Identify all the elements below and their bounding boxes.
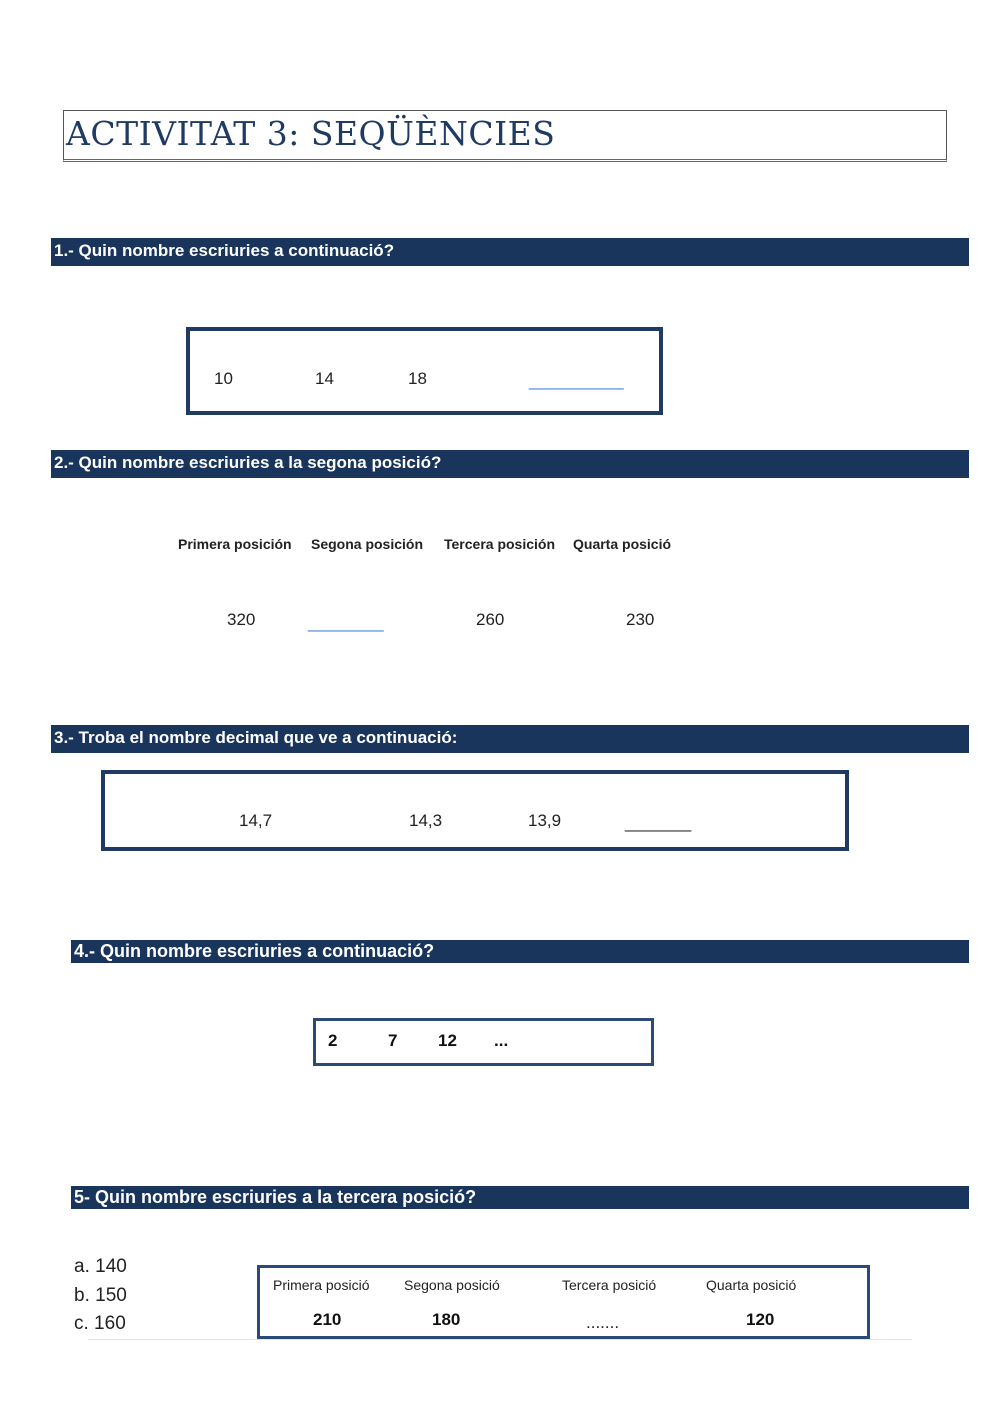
q3-number-1: 14,7 bbox=[239, 811, 273, 830]
q5-label-fourth: Quarta posició bbox=[706, 1277, 797, 1293]
q1-number-3: 18 bbox=[408, 369, 427, 388]
q2-label-third: Tercera posición bbox=[444, 536, 556, 552]
q2-label-fourth: Quarta posició bbox=[573, 536, 672, 552]
q5-value-fourth: 120 bbox=[746, 1310, 775, 1329]
q2-value-fourth: 230 bbox=[626, 610, 655, 629]
q5-value-first: 210 bbox=[313, 1310, 342, 1329]
q5-option-b[interactable]: b. 150 bbox=[74, 1285, 127, 1306]
question-5-heading: 5- Quin nombre escriuries a la tercera posició? bbox=[71, 1186, 969, 1209]
q1-number-2: 14 bbox=[315, 369, 334, 388]
q2-label-second: Segona posición bbox=[311, 536, 424, 552]
page-title: ACTIVITAT 3: SEQÜÈNCIES bbox=[66, 114, 556, 153]
bottom-divider bbox=[88, 1339, 912, 1340]
question-3-box bbox=[101, 770, 849, 851]
q5-option-a[interactable]: a. 140 bbox=[74, 1256, 127, 1277]
q5-value-second: 180 bbox=[432, 1310, 461, 1329]
q1-answer-blank[interactable]: __________ bbox=[529, 371, 624, 390]
question-2-heading: 2.- Quin nombre escriuries a la segona posició? bbox=[51, 450, 969, 478]
q4-number-1: 2 bbox=[328, 1031, 338, 1050]
q5-label-second: Segona posició bbox=[404, 1277, 500, 1293]
q5-option-c[interactable]: c. 160 bbox=[74, 1313, 126, 1334]
question-3-heading: 3.- Troba el nombre decimal que ve a continuació: bbox=[51, 725, 969, 753]
q3-answer-blank[interactable]: _______ bbox=[625, 813, 692, 832]
q5-label-third: Tercera posició bbox=[562, 1277, 657, 1293]
q3-number-2: 14,3 bbox=[409, 811, 443, 830]
q1-number-1: 10 bbox=[214, 369, 233, 388]
q4-number-2: 7 bbox=[388, 1031, 398, 1050]
q2-label-first: Primera posición bbox=[178, 536, 292, 552]
q4-ellipsis: ... bbox=[494, 1031, 509, 1050]
q2-value-first: 320 bbox=[227, 610, 256, 629]
question-1-heading: 1.- Quin nombre escriuries a continuació? bbox=[51, 238, 969, 266]
q4-number-3: 12 bbox=[438, 1031, 457, 1050]
q2-answer-blank[interactable]: ________ bbox=[308, 613, 384, 632]
q2-value-third: 260 bbox=[476, 610, 505, 629]
q5-label-first: Primera posició bbox=[273, 1277, 370, 1293]
q3-number-3: 13,9 bbox=[528, 811, 562, 830]
question-4-box bbox=[313, 1018, 654, 1066]
question-4-heading: 4.- Quin nombre escriuries a continuació? bbox=[71, 940, 969, 963]
q5-answer-blank[interactable]: ....... bbox=[586, 1313, 620, 1332]
